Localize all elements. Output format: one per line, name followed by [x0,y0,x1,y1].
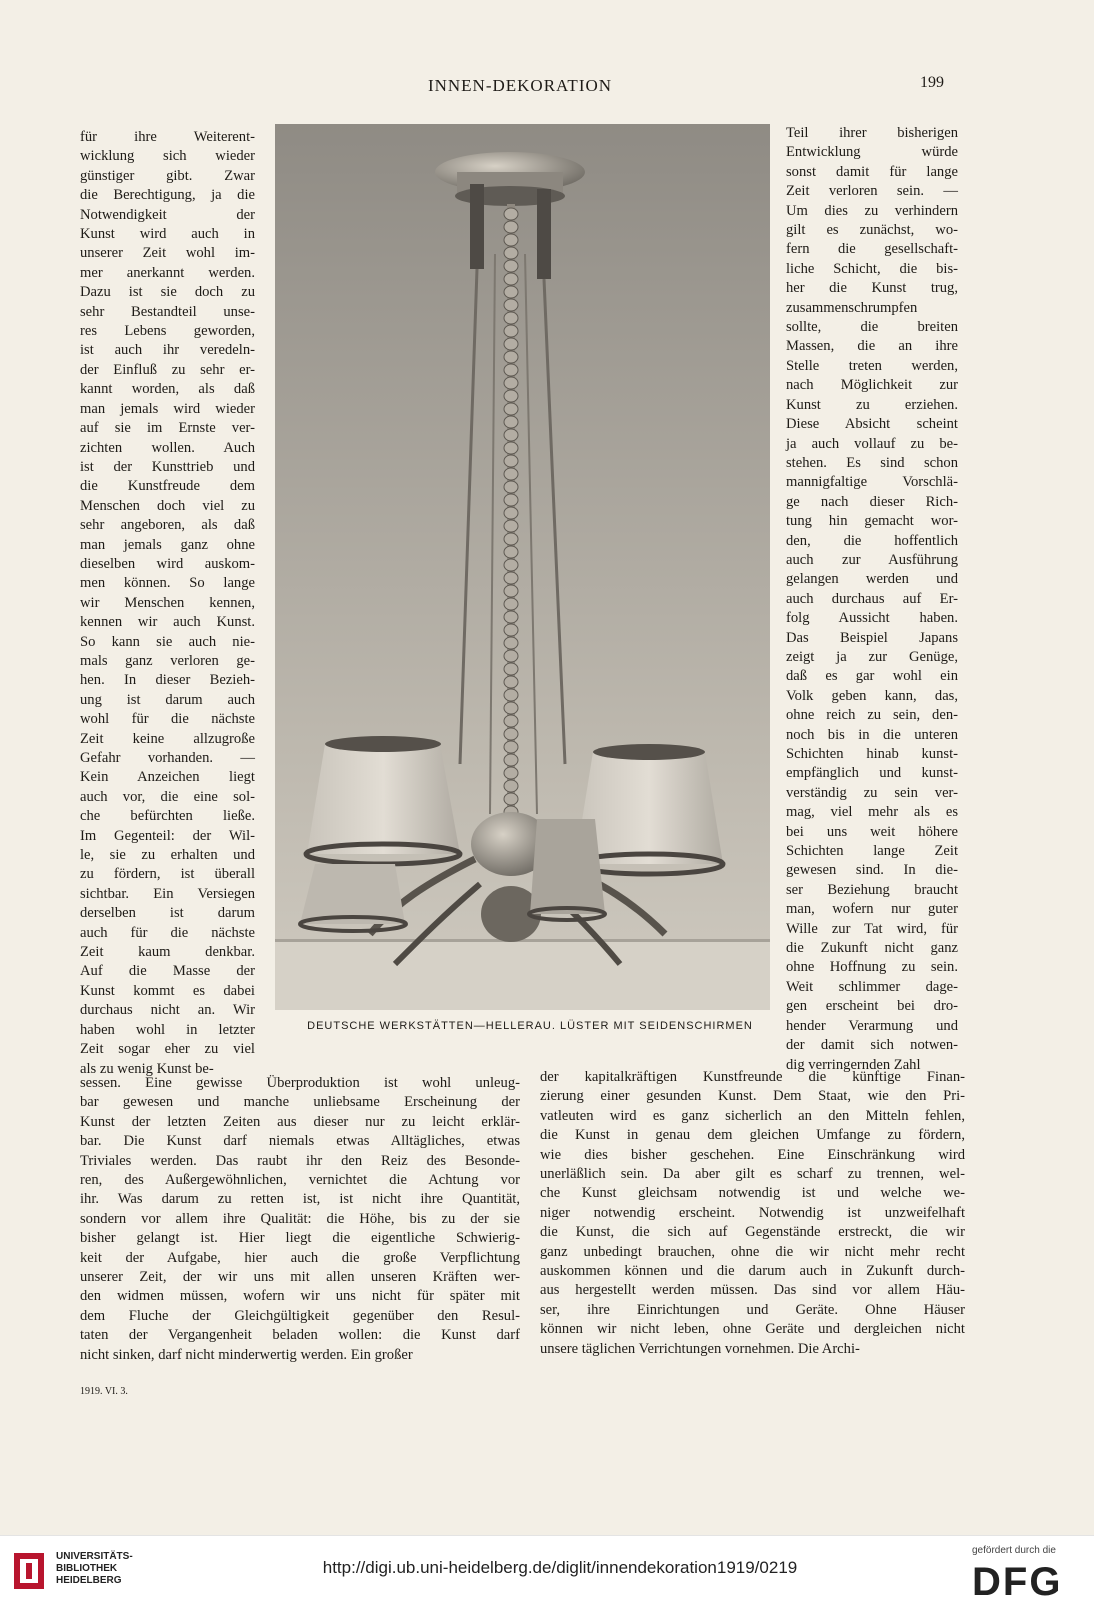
text-line: Kein Anzeichen liegt [80,769,255,786]
bead [504,780,518,792]
bead [504,442,518,454]
text-line: Auf die Masse der [80,963,255,980]
text-line: empfänglich und kunst- [786,765,958,782]
text-line: sehr Bestandteil unse- [80,303,255,320]
bead [504,507,518,519]
funding-text: gefördert durch die [972,1545,1056,1556]
text-line: daß es gar wohl ein [786,668,958,685]
bead [504,221,518,233]
text-line: Kunst der letzten Zeiten aus dieser nur zu leicht erklär- [80,1113,520,1130]
bead [504,338,518,350]
bead [504,585,518,597]
text-line: ser, ihre Einrichtungen und Geräte. Ohne Häuser [540,1301,965,1318]
text-line: Zeit keine allzugroße [80,730,255,747]
text-line: Schichten lange Zeit [786,843,958,860]
logo-line-1: UNIVERSITÄTS- [56,1551,133,1562]
text-line: Um dies zu verhindern [786,202,958,219]
bead [504,390,518,402]
bead [504,572,518,584]
text-line: Weit schlimmer dage- [786,978,958,995]
text-line: auch vor, die eine sol- [80,788,255,805]
text-line: le, sie zu erhalten und [80,847,255,864]
text-line: unserer Zeit, der wir uns mit allen unseren Kräften wer- [80,1269,520,1286]
text-line: aus hergestellt werden müssen. Das sind vor allem Häu- [540,1282,965,1299]
text-line: die Kunstfreude dem [80,478,255,495]
text-line: bisher gelangt ist. Hier liegt die eigentliche Schwierig- [80,1230,520,1247]
logo-line-3: HEIDELBERG [56,1575,122,1586]
text-line: die Zukunft nicht ganz [786,940,958,957]
text-line: gilt es zunächst, wo- [786,222,958,239]
text-line: stehen. Es sind schon [786,454,958,471]
text-line: der damit sich notwen- [786,1037,958,1054]
text-line: Dazu ist sie doch zu [80,284,255,301]
text-line: dieselben wird auskom- [80,555,255,572]
bead [504,728,518,740]
text-line: der kapitalkräftigen Kunstfreunde die künftige Finan- [540,1069,965,1085]
text-line: auch durchaus auf Er- [786,590,958,607]
text-line: fern die gesellschaft- [786,241,958,258]
text-line: ser Beziehung braucht [786,881,958,898]
text-column-left-narrow [80,128,255,1079]
text-line: ge nach dieser Rich- [786,493,958,510]
text-line: Kunst wird auch in [80,226,255,243]
bead [504,663,518,675]
text-line: che befürchten ließe. [80,808,255,825]
bead [504,650,518,662]
text-line: zierung einer gesunden Kunst. Dem Staat, wie den Pri- [540,1088,965,1105]
text-line: Triviales werden. Das raubt ihr den Reiz des Besonde- [80,1152,520,1169]
bead [504,533,518,545]
text-line: zu fördern, ist überall [80,866,255,883]
text-line: sondern vor allem ihre Qualität: die Höhe, bis zu der sie [80,1210,520,1227]
text-line: auskommen können und die darum auch in Zukunft durch- [540,1263,965,1280]
text-line: kennen wir auch Kunst. [80,614,255,631]
bead [504,611,518,623]
bead [504,624,518,636]
text-line: ist der Kunsttrieb und [80,458,255,475]
bead [504,559,518,571]
text-line: man jemals ganz ohne [80,536,255,553]
text-line: folg Aussicht haben. [786,610,958,627]
text-column-bottom-left [80,1074,520,1365]
text-line: Notwendigkeit der [80,206,255,223]
bead [504,637,518,649]
issue-date: 1919. VI. 3. [80,1386,128,1397]
text-line: Entwicklung würde [786,144,958,161]
text-line: sonst damit für lange [786,163,958,180]
text-line: res Lebens geworden, [80,323,255,340]
dfg-logo[interactable]: DFG [972,1560,1063,1604]
text-line: bar gewesen und manche unliebsame Erscheinung der [80,1094,520,1111]
lampshade-back-right [529,819,605,920]
text-line: die Kunst in genau dem gleichen Umfange zu fördern, [540,1127,965,1144]
bead [504,715,518,727]
chandelier-illustration [275,124,770,1010]
text-line: wie dies bisher geschehen. Eine Einschränkung wird [540,1146,965,1163]
text-line: kannt worden, als daß [80,381,255,398]
running-header-title: INNEN-DEKORATION [427,76,613,95]
bead-stem [504,204,518,818]
text-line: als zu wenig Kunst be- [80,1060,214,1077]
text-line: mag, viel mehr als es [786,804,958,821]
text-line: taten der Vergangenheit beladen wollen: die Kunst darf [80,1327,520,1344]
text-line: zichten wollen. Auch [80,439,255,456]
ub-heidelberg-logo[interactable] [12,1545,152,1605]
text-line: unerläßlich sein. Da aber gilt es scharf zu trennen, wel- [540,1166,965,1183]
bead [504,429,518,441]
text-line: tung hin gemacht wor- [786,513,958,530]
text-line: gewesen sind. In die- [786,862,958,879]
text-line: ganz unbedingt brauchen, ohne die wir nicht mehr recht [540,1243,965,1260]
bead [504,754,518,766]
text-line: her die Kunst trug, [786,280,958,297]
text-line: Zeit sogar eher zu viel [80,1041,255,1058]
text-line: den widmen müssen, wofern wir uns nicht für später mit [80,1288,520,1305]
text-line: So kann sie auch nie- [80,633,255,650]
bead [504,208,518,220]
bead [504,234,518,246]
text-line: unserer Zeit wohl im- [80,245,255,262]
text-line: noch bis in die unteren [786,726,958,743]
text-line: Stelle treten werden, [786,357,958,374]
text-line: Kunst kommt es dabei [80,982,255,999]
text-line: Schichten hinab kunst- [786,746,958,762]
bead [504,455,518,467]
bead [504,520,518,532]
text-line: Teil ihrer bisherigen [786,125,958,141]
text-line: liche Schicht, die bis- [786,260,958,277]
text-line: Massen, die an ihre [786,338,958,355]
bead [504,364,518,376]
text-line: die Berechtigung, ja die [80,187,255,204]
text-line: Das Beispiel Japans [786,629,958,646]
text-line: durchaus nicht an. Wir [80,1002,255,1019]
text-line: Zeit verloren sein. — [786,183,958,200]
bead [504,494,518,506]
text-line: verständig zu sein ver- [786,784,958,801]
university-seal-icon [12,1551,46,1591]
text-line: ung ist darum auch [80,691,255,708]
bead [504,351,518,363]
text-line: können wir nicht leben, ohne Geräte und dergleichen nicht [540,1321,965,1338]
bead [504,299,518,311]
text-line: ihr. Was darum zu retten ist, ist nicht ihre Quantität, [80,1191,520,1208]
text-line: vatleuten wird es ganz sicherlich an den Mitteln fehlen, [540,1107,965,1124]
text-line: für ihre Weiterent- [80,129,255,145]
text-line: mals ganz verloren ge- [80,652,255,669]
text-line: wohl für die nächste [80,711,255,728]
text-line: auch für die nächste [80,924,255,941]
text-line: Volk geben kann, das, [786,687,958,704]
bead [504,468,518,480]
text-line: dem Fluche der Gleichgültigkeit gegenüber den Resul- [80,1307,520,1324]
text-line: nach Möglichkeit zur [786,377,958,394]
text-line: ren, des Außergewöhnlichen, vernichtet die Achtung vor [80,1172,520,1189]
text-line: wir Menschen kennen, [80,594,255,611]
text-line: haben wohl in letzter [80,1021,255,1038]
text-line: unsere täglichen Verrichtungen vornehmen. Die Archi- [540,1340,860,1357]
text-line: Kunst zu erziehen. [786,396,958,413]
chandelier-photo [275,124,770,1010]
text-line: sehr angeboren, als daß [80,517,255,534]
text-line: man, wofern nur guter [786,901,958,918]
logo-line-2: BIBLIOTHEK [56,1563,118,1574]
bead [504,325,518,337]
text-line: bei uns weit höhere [786,823,958,840]
text-line: zusammenschrumpfen [786,299,918,316]
bead [504,403,518,415]
bead [504,260,518,272]
bead [504,793,518,805]
bead [504,676,518,688]
bead [504,741,518,753]
text-line: die Kunst, die sich auf Gegenstände erstreckt, die wir [540,1224,965,1241]
bead [504,702,518,714]
lampshade-back-left [300,864,406,931]
bead [504,312,518,324]
bead [504,273,518,285]
bead [504,377,518,389]
text-line: mer anerkannt werden. [80,264,255,281]
text-line: ohne Hoffnung zu sein. [786,959,958,976]
text-line: gelangen werden und [786,571,958,588]
text-line: Wille zur Tat wird, für [786,920,958,937]
bead [504,689,518,701]
text-line: auch zur Ausführung [786,551,958,568]
text-line: derselben ist darum [80,905,255,922]
bead [504,546,518,558]
text-line: mannigfaltige Vorschlä- [786,474,958,491]
text-line: men können. So lange [80,575,255,592]
text-line: che Kunst gleichsam notwendig ist und welche we- [540,1185,965,1202]
text-line: sessen. Eine gewisse Überproduktion ist wohl unleug- [80,1075,520,1091]
text-line: der Einfluß zu sehr er- [80,361,255,378]
bead [504,598,518,610]
bead [504,247,518,259]
permalink-url[interactable]: http://digi.ub.uni-heidelberg.de/diglit/innendekoration1919/0219 [322,1558,798,1577]
text-line: man jemals wird wieder [80,400,255,417]
text-line: Zeit kaum denkbar. [80,944,255,961]
text-line: Im Gegenteil: der Wil- [80,827,255,844]
text-line: zeigt ja zur Genüge, [786,648,958,665]
bead [504,286,518,298]
text-line: ja auch vollauf zu be- [786,435,958,452]
text-line: günstiger gibt. Zwar [80,167,255,184]
text-line: keit der Aufgabe, hier auch die große Verpflichtung [80,1249,520,1266]
text-line: nicht sinken, darf nicht minderwertig werden. Ein großer [80,1346,413,1363]
text-line: hen. In dieser Bezieh- [80,672,255,689]
text-column-right-narrow [786,124,958,1075]
text-line: auf sie im Ernste ver- [80,420,255,437]
text-line: ohne reich zu sein, den- [786,707,958,724]
text-line: sichtbar. Ein Versiegen [80,885,255,902]
page-number: 199 [920,74,944,91]
text-line: ist auch ihr veredeln- [80,342,255,359]
text-line: wicklung sich wieder [80,148,255,165]
text-column-bottom-right [540,1068,965,1359]
bead [504,481,518,493]
photo-caption: DEUTSCHE WERKSTÄTTEN—HELLERAU. LÜSTER MIT SEIDENSCHIRMEN [307,1020,753,1032]
text-line: dig verringernden Zahl [786,1056,921,1073]
bead [504,416,518,428]
text-line: bar. Die Kunst darf niemals etwas Alltägliches, etwas [80,1133,520,1150]
text-line: niger notwendig erscheint. Notwendig ist unzweifelhaft [540,1204,965,1221]
text-line: gen erscheint bei dro- [786,998,958,1015]
text-line: Menschen doch viel zu [80,497,255,514]
text-line: Gefahr vorhanden. — [80,750,255,766]
text-line: hender Verarmung und [786,1017,958,1034]
text-line: sollte, die breiten [786,319,958,336]
text-line: Diese Absicht scheint [786,416,958,433]
bead [504,767,518,779]
text-line: den, die hoffentlich [786,532,958,549]
lampshade-left [306,736,460,864]
